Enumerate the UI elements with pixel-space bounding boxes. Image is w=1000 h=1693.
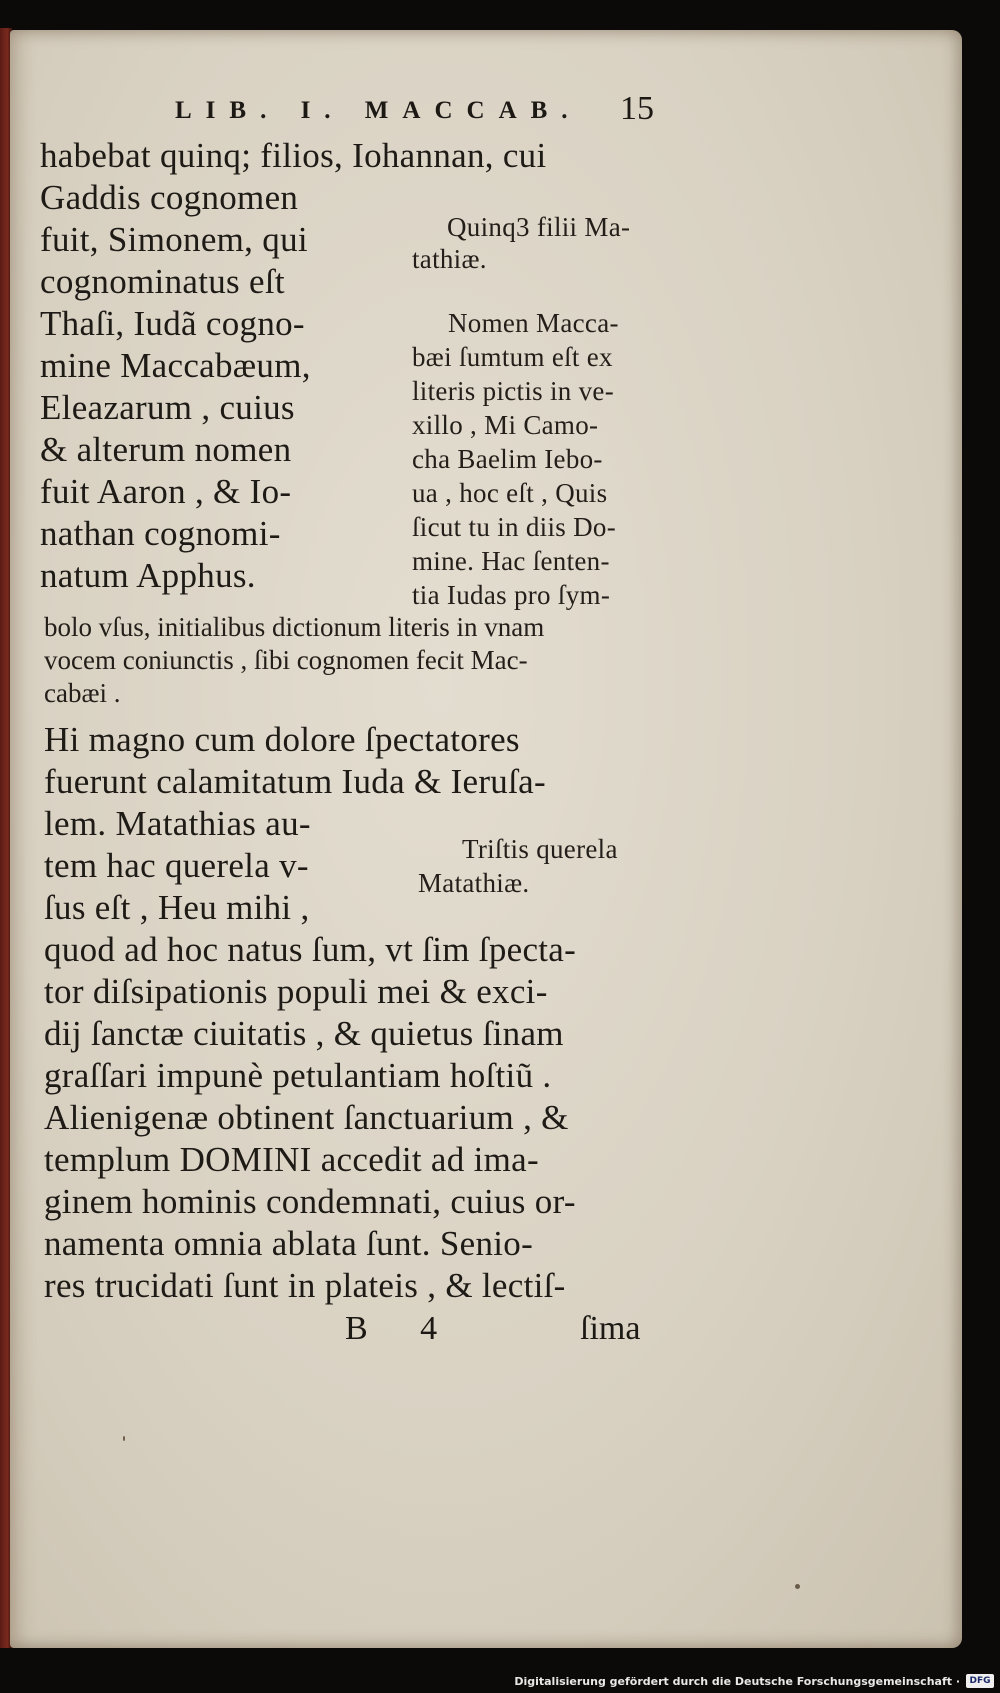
paper-speck — [123, 1436, 125, 1441]
signature-mark: B 4 — [345, 1310, 460, 1347]
note-line: bolo vſus, initialibus dictionum literis in vnam — [44, 612, 545, 642]
note-line: Nomen Macca- — [448, 308, 619, 338]
main-line: fuit Aaron , & Io- — [40, 472, 292, 511]
note-line: bæi ſumtum eſt ex — [412, 342, 613, 372]
main-line: Gaddis cognomen — [40, 178, 299, 217]
note-line: cha Baelim Iebo- — [412, 444, 603, 474]
main-line: nathan cognomi- — [40, 514, 281, 553]
main-line: Alienigenæ obtinent ſanctuarium , & — [44, 1098, 569, 1137]
note-line: Triſtis querela — [462, 834, 618, 864]
main-line: dij ſanctæ ciuitatis , & quietus ſinam — [44, 1014, 564, 1053]
main-line: quod ad hoc natus ſum, vt ſim ſpecta- — [44, 930, 577, 969]
note-line: mine. Hac ſenten- — [412, 546, 610, 576]
main-line: tor diſsipationis populi mei & exci- — [44, 972, 548, 1011]
main-line: fuerunt calamitatum Iuda & Ieruſa- — [44, 762, 546, 801]
main-line: ginem hominis condemnati, cuius or- — [44, 1182, 576, 1221]
main-line: namenta omnia ablata ſunt. Senio- — [44, 1224, 534, 1263]
main-line: habebat quinq; filios, Iohannan, cui — [40, 136, 547, 175]
main-line: & alterum nomen — [40, 430, 292, 469]
paper-speck — [795, 1584, 800, 1589]
note-line: xillo , Mi Camo- — [412, 410, 599, 440]
catchword: ſima — [580, 1310, 641, 1347]
main-line: templum DOMINI accedit ad ima- — [44, 1140, 539, 1179]
page-number: 15 — [620, 90, 654, 127]
running-title: LIB. I. MACCAB. — [175, 97, 582, 124]
note-line: tathiæ. — [412, 244, 487, 274]
main-line: mine Maccabæum, — [40, 346, 311, 385]
dfg-logo: DFG — [966, 1674, 994, 1688]
note-line: Matathiæ. — [418, 868, 530, 898]
main-line: fuit, Simonem, qui — [40, 220, 308, 259]
main-line: natum Apphus. — [40, 556, 256, 595]
main-line: tem hac querela v- — [44, 846, 309, 885]
main-line: graſſari impunè petulantiam hoſtiũ . — [44, 1056, 552, 1095]
main-line: res trucidati ſunt in plateis , & lectiſ- — [44, 1266, 566, 1305]
main-line: cognominatus eſt — [40, 262, 285, 301]
note-line: literis pictis in ve- — [412, 376, 615, 406]
main-line: lem. Matathias au- — [44, 804, 311, 843]
note-line: Quinq3 filii Ma- — [447, 212, 631, 242]
main-line: Thaſi, Iudã cogno- — [40, 304, 305, 343]
main-line: Hi magno cum dolore ſpectatores — [44, 720, 520, 759]
credit-text: Digitalisierung gefördert durch die Deutsche Forschungsgemeinschaft · — [514, 1675, 960, 1688]
note-line: ua , hoc eſt , Quis — [412, 478, 608, 508]
note-line: ſicut tu in diis Do- — [412, 512, 616, 542]
main-line: ſus eſt , Heu mihi , — [44, 888, 310, 927]
note-line: tia Iudas pro ſym- — [412, 580, 611, 610]
main-line: Eleazarum , cuius — [40, 388, 295, 427]
note-line: vocem coniunctis , ſibi cognomen fecit Mac- — [44, 645, 528, 675]
note-line: cabæi . — [44, 678, 121, 708]
